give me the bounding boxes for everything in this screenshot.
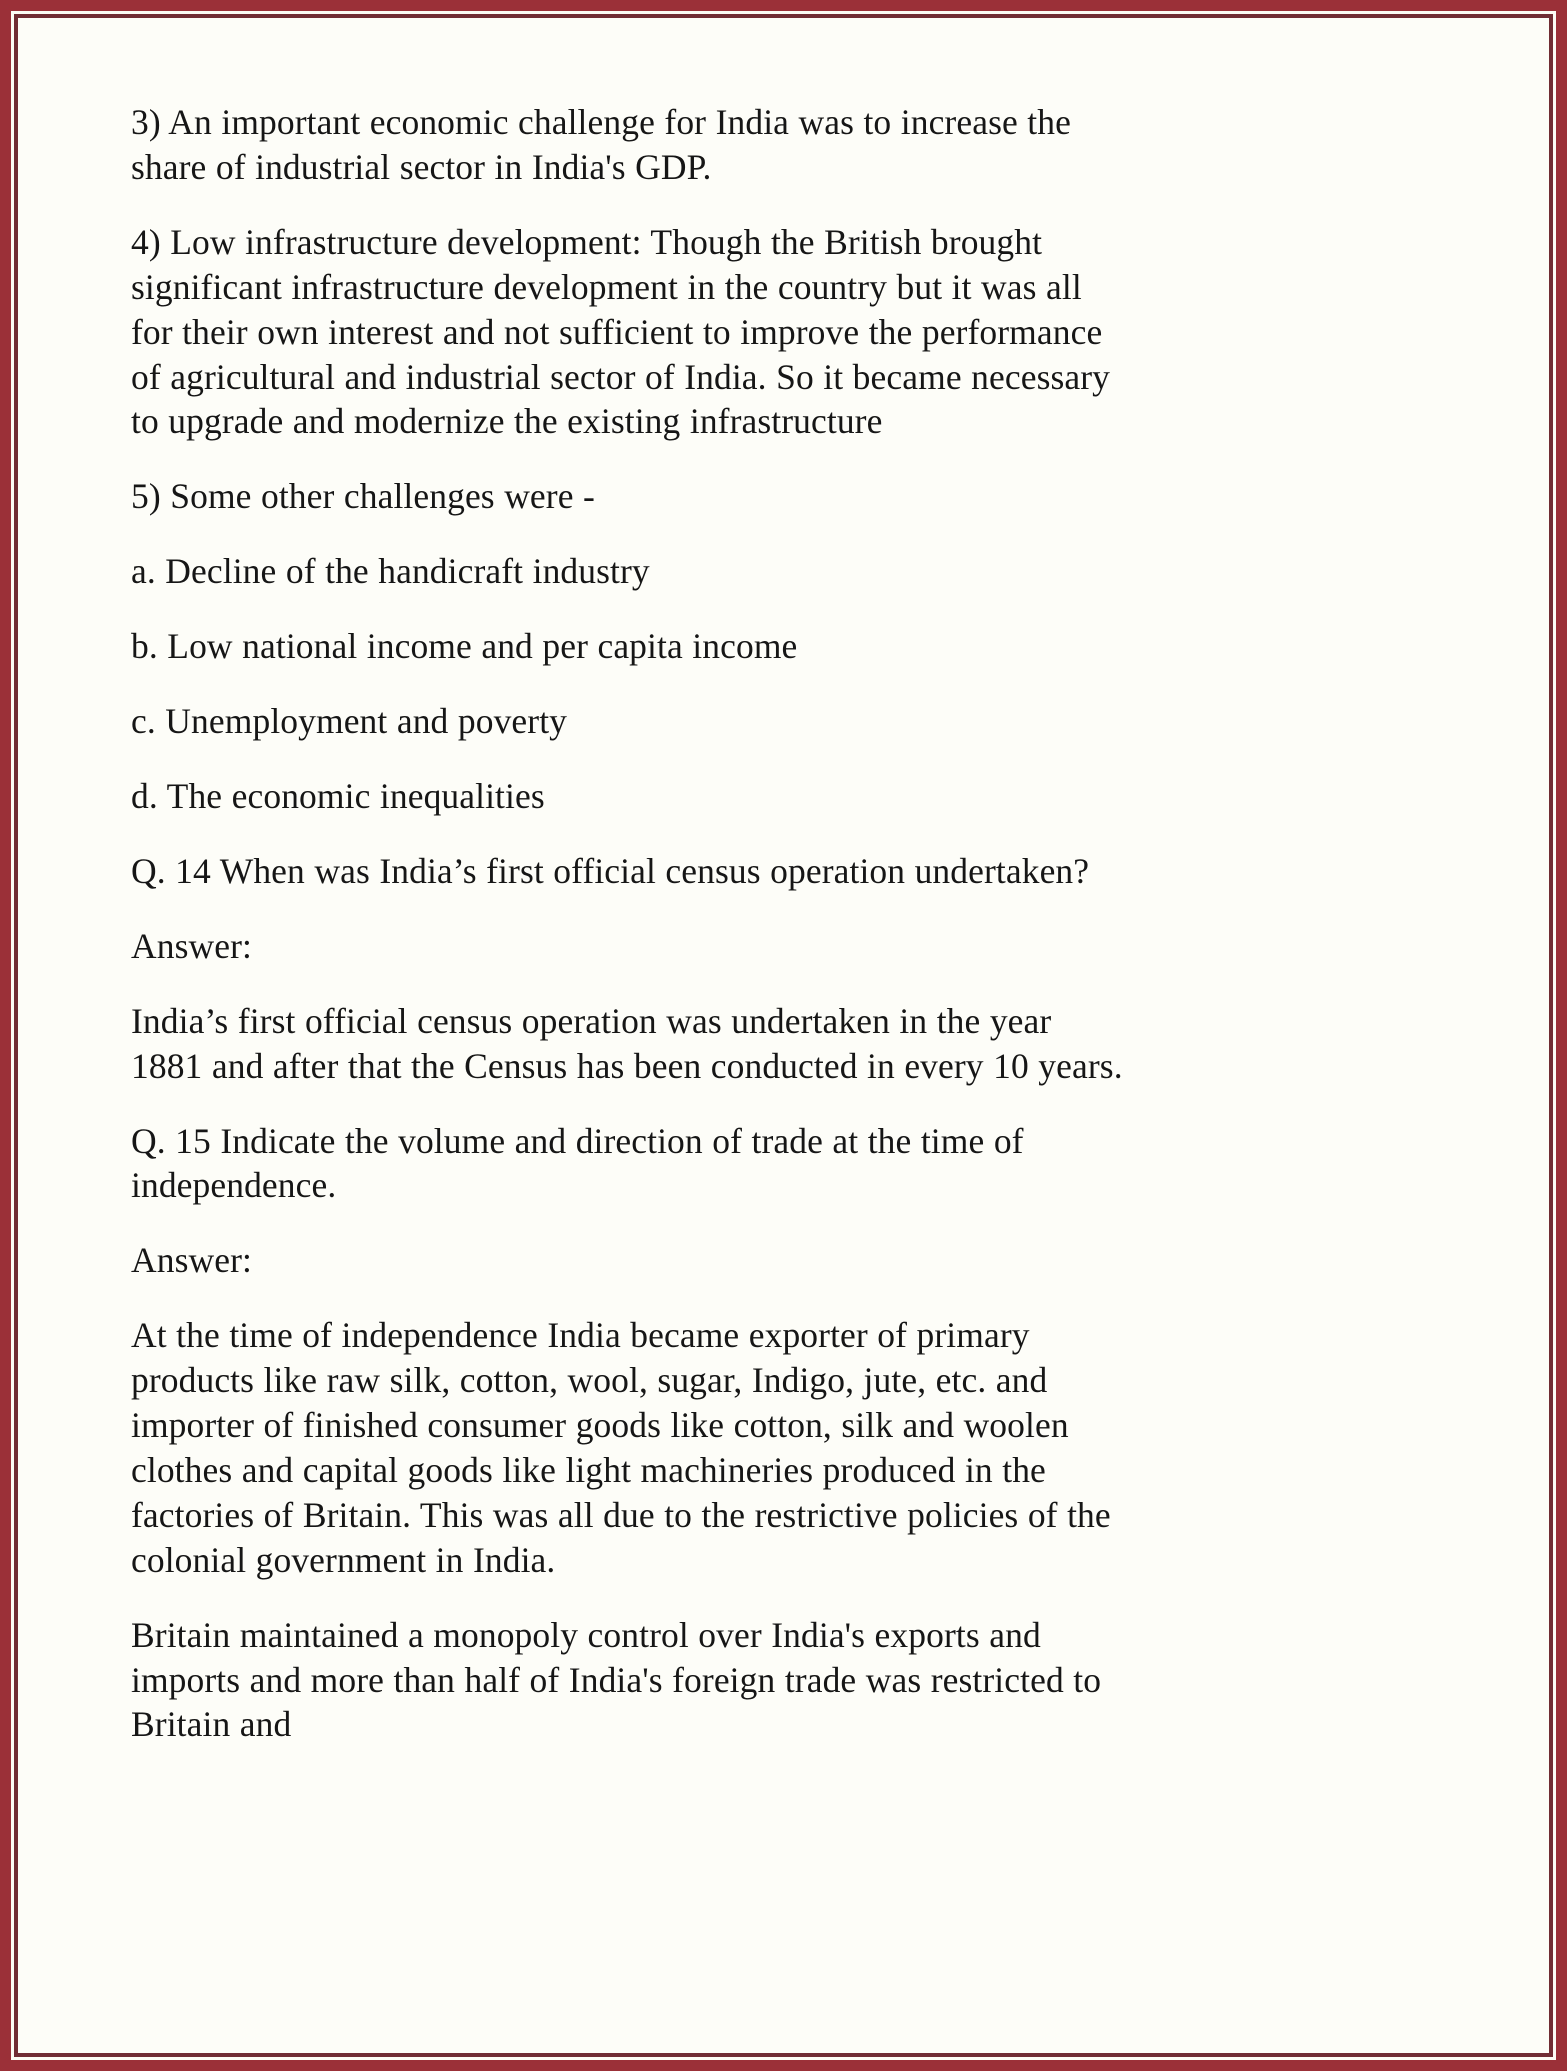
- page-border-rule: [14, 14, 1553, 2057]
- question-15: Q. 15 Indicate the volume and direction of trade at the time of independence.: [131, 1120, 1024, 1206]
- list-item-a: a. Decline of the handicraft industry: [131, 551, 650, 592]
- answer-label-14: Answer:: [131, 925, 252, 966]
- question-14: Q. 14 When was India’s first official census operation undertaken?: [131, 850, 1090, 891]
- answer-body-15-part-2: Britain maintained a monopoly control over India's exports and imports and more than half of India's foreign trade was restricted to Britain and: [131, 1614, 1102, 1745]
- list-item-d: d. The economic inequalities: [131, 775, 545, 816]
- list-item-b: b. Low national income and per capita income: [131, 626, 798, 667]
- answer-body-15-part-1: At the time of independence India became exporter of primary products like raw silk, cotton, wool, sugar, Indigo, jute, etc. and importer of finished consumer goods like cotton, silk and woolen clothes and capital goods like light machineries produced in the factories of Britain. This was all due to the restrictive policies of the colonial government in India.: [131, 1315, 1111, 1580]
- paragraph-point-5: 5) Some other challenges were -: [131, 476, 595, 517]
- document-text-column: [131, 100, 1131, 1747]
- answer-label-15: Answer:: [131, 1240, 252, 1281]
- paragraph-point-4: 4) Low infrastructure development: Though the British brought significant infrastructure development in the country but it was all for their own interest and not sufficient to improve the performance of agricultural and industrial sector of India. So it became necessary to upgrade and modernize the existing infrastructure: [131, 221, 1111, 442]
- page-canvas: [18, 18, 1549, 2053]
- page-border-gap: [11, 11, 1556, 2060]
- paragraph-point-3: 3) An important economic challenge for India was to increase the share of industrial sector in India's GDP.: [131, 102, 1071, 187]
- answer-body-14: India’s first official census operation was undertaken in the year 1881 and after that the Census has been conducted in every 10 years.: [131, 1000, 1123, 1086]
- list-item-c: c. Unemployment and poverty: [131, 701, 568, 742]
